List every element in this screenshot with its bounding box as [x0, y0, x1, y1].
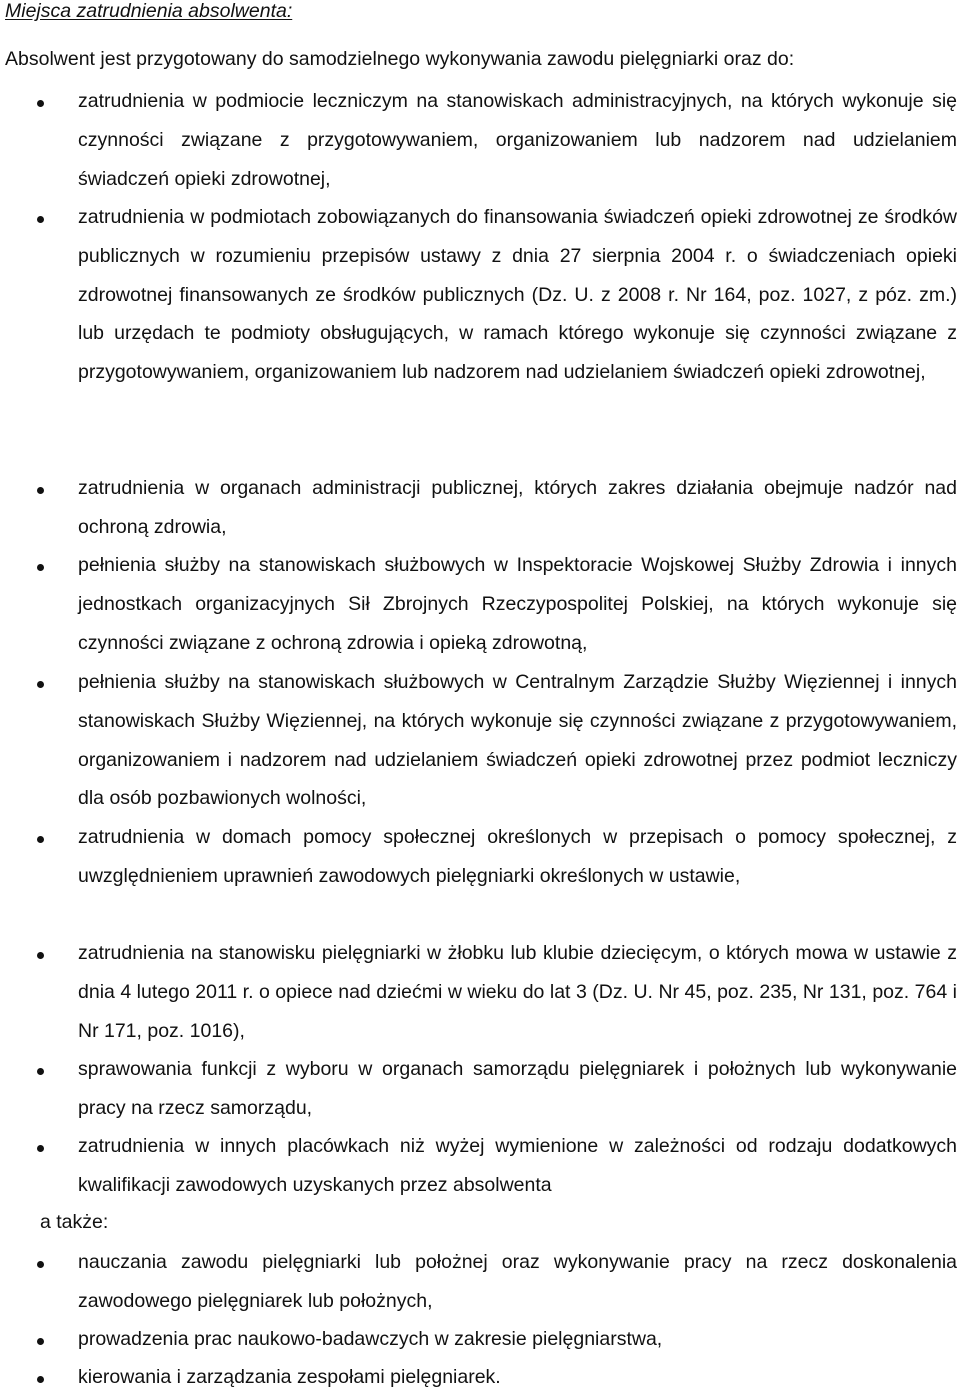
bullet-icon	[37, 1068, 44, 1075]
list-item-text: zatrudnienia w domach pomocy społecznej określonych w przepisach o pomocy społecznej, z uwzględnieniem uprawnień zawodowych pielęgniarki określonych w ustawie,	[78, 826, 957, 887]
bullet-icon	[37, 836, 44, 843]
bullet-icon	[37, 681, 44, 688]
list-item-text: kierowania i zarządzania zespołami pielęgniarek.	[78, 1366, 501, 1388]
bullet-icon	[37, 487, 44, 494]
list-item-text: pełnienia służby na stanowiskach służbowych w Inspektoracie Wojskowej Służby Zdrowia i innych jednostkach organizacyjnych Sił Zbrojnych Rzeczypospolitej Polskiej, na których wykonuje się czynności związane z ochroną zdrowia i opieką zdrowotną,	[78, 554, 957, 654]
list-item-text: nauczania zawodu pielęgniarki lub położnej oraz wykonywanie pracy na rzecz doskonalenia zawodowego pielęgniarek lub położnych,	[78, 1251, 957, 1312]
bullet-icon	[37, 1145, 44, 1152]
list-item-text: sprawowania funkcji z wyboru w organach samorządu pielęgniarek i położnych lub wykonywanie pracy na rzecz samorządu,	[78, 1058, 957, 1119]
list-item-text: zatrudnienia w organach administracji publicznej, których zakres działania obejmuje nadzór nad ochroną zdrowia,	[78, 477, 957, 538]
bullet-icon	[37, 1376, 44, 1383]
list-item-text: pełnienia służby na stanowiskach służbowych w Centralnym Zarządzie Służby Więziennej i innych stanowiskach Służby Więziennej, na których wykonuje się czynności związane z przygotowywaniem, organizowaniem i nadzorem nad udzielaniem świadczeń opieki zdrowotnej przez podmiot leczniczy dla osób pozbawionych wolności,	[78, 671, 957, 810]
bullet-icon	[37, 216, 44, 223]
list-item-text: zatrudnienia na stanowisku pielęgniarki w żłobku lub klubie dziecięcym, o których mowa w ustawie z dnia 4 lutego 2011 r. o opiece nad dziećmi w wieku do lat 3 (Dz. U. Nr 45, poz. 235, Nr 131, poz. 764 i Nr 171, poz. 1016),	[78, 942, 957, 1042]
list-item-text: prowadzenia prac naukowo-badawczych w zakresie pielęgniarstwa,	[78, 1328, 663, 1350]
intro-paragraph: Absolwent jest przygotowany do samodzielnego wykonywania zawodu pielęgniarki oraz do:	[5, 48, 795, 70]
bullet-icon	[37, 1338, 44, 1345]
bullet-icon	[37, 100, 44, 107]
list-item-text: zatrudnienia w podmiocie leczniczym na stanowiskach administracyjnych, na których wykonuje się czynności związane z przygotowywaniem, organizowaniem lub nadzorem nad udzielaniem świadczeń opieki zdrowotnej,	[78, 90, 957, 190]
section-heading: Miejsca zatrudnienia absolwenta:	[5, 0, 293, 22]
bullet-icon	[37, 1261, 44, 1268]
also-label: a także:	[40, 1211, 109, 1233]
list-item-text: zatrudnienia w innych placówkach niż wyżej wymienione w zależności od rodzaju dodatkowych kwalifikacji zawodowych uzyskanych przez absolwenta	[78, 1135, 957, 1196]
bullet-icon	[37, 564, 44, 571]
list-item-text: zatrudnienia w podmiotach zobowiązanych do finansowania świadczeń opieki zdrowotnej ze środków publicznych w rozumieniu przepisów ustawy z dnia 27 sierpnia 2004 r. o świadczeniach opieki zdrowotnej finansowanych ze środków publicznych (Dz. U. z 2008 r. Nr 164, poz. 1027, z póz. zm.) lub urzędach te podmioty obsługujących, w ramach którego wykonuje się czynności związane z przygotowywaniem, organizowaniem lub nadzorem nad udzielaniem świadczeń opieki zdrowotnej,	[78, 206, 957, 384]
bullet-icon	[37, 952, 44, 959]
